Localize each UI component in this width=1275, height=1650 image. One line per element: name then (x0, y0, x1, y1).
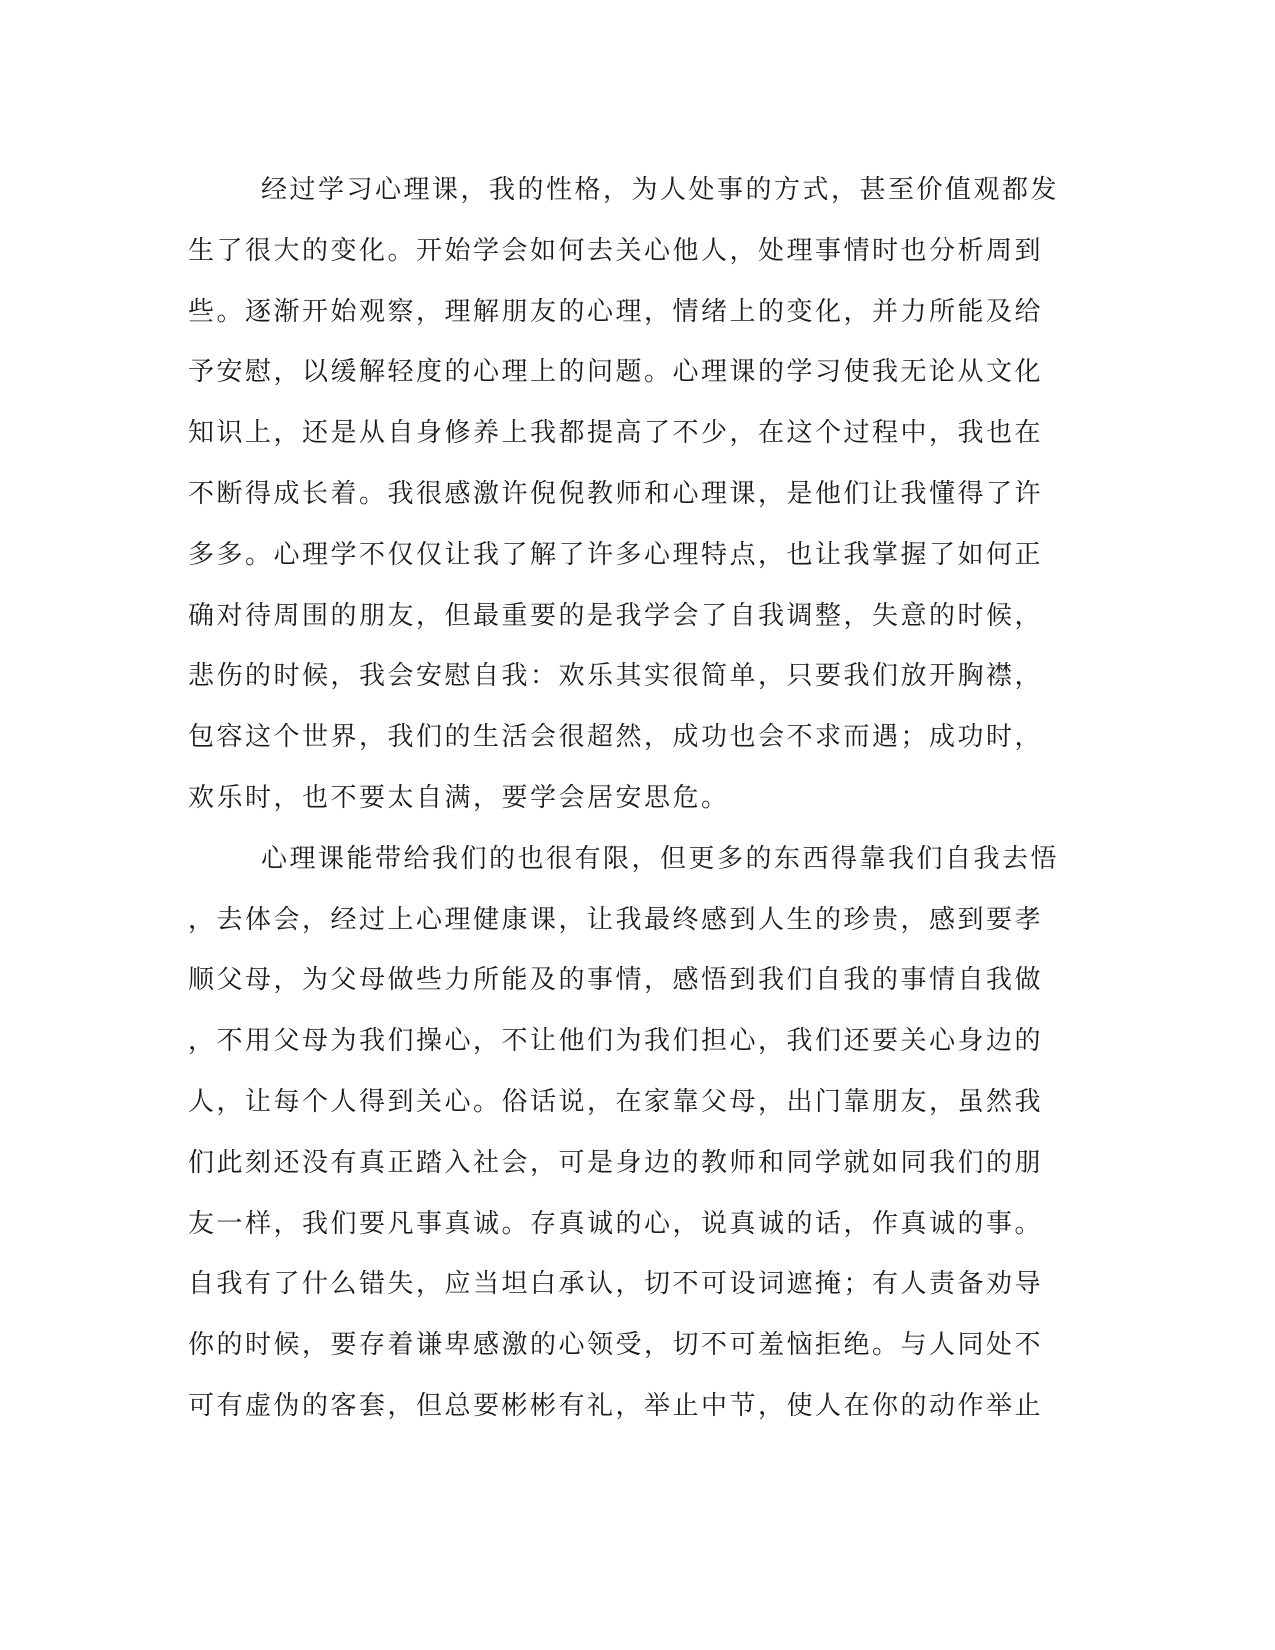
paragraph-1-line-6: 不断得成长着。我很感激许倪倪教师和心理课，是他们让我懂得了许 (188, 478, 1044, 509)
paragraph-2-line-3: 顺父母，为父母做些力所能及的事情，感悟到我们自我的事情自我做 (188, 965, 1044, 996)
paragraph-2-line-5: 人，让每个人得到关心。俗话说，在家靠父母，出门靠朋友，虽然我 (188, 1086, 1044, 1117)
paragraph-2-line-6: 们此刻还没有真正踏入社会，可是身边的教师和同学就如同我们的朋 (188, 1147, 1044, 1178)
paragraph-1-line-1: 经过学习心理课，我的性格，为人处事的方式，甚至价值观都发 (261, 175, 1060, 205)
paragraph-1-line-4: 予安慰，以缓解轻度的心理上的问题。心理课的学习使我无论从文化 (188, 357, 1044, 388)
paragraph-2-line-10: 可有虚伪的客套，但总要彬彬有礼，举止中节，使人在你的动作举止 (188, 1390, 1044, 1421)
paragraph-2-line-7: 友一样，我们要凡事真诚。存真诚的心，说真诚的话，作真诚的事。 (188, 1208, 1044, 1239)
paragraph-2-line-9: 你的时候，要存着谦卑感激的心领受，切不可羞恼拒绝。与人同处不 (188, 1330, 1044, 1361)
paragraph-1-line-2: 生了很大的变化。开始学会如何去关心他人，处理事情时也分析周到 (188, 235, 1044, 266)
paragraph-1-line-8: 确对待周围的朋友，但最重要的是我学会了自我调整，失意的时候， (188, 600, 1044, 631)
paragraph-2-line-2: ，去体会，经过上心理健康课，让我最终感到人生的珍贵，感到要孝 (188, 904, 1044, 935)
paragraph-1-line-11: 欢乐时，也不要太自满，要学会居安思危。 (188, 782, 730, 813)
paragraph-1-line-9: 悲伤的时候，我会安慰自我：欢乐其实很简单，只要我们放开胸襟， (188, 661, 1044, 692)
paragraph-1-line-10: 包容这个世界，我们的生活会很超然，成功也会不求而遇；成功时， (188, 722, 1044, 753)
paragraph-2-line-4: ，不用父母为我们操心，不让他们为我们担心，我们还要关心身边的 (188, 1026, 1044, 1057)
paragraph-1-line-3: 些。逐渐开始观察，理解朋友的心理，情绪上的变化，并力所能及给 (188, 296, 1044, 327)
document-body (188, 160, 1068, 1437)
paragraph-2-line-1: 心理课能带给我们的也很有限，但更多的东西得靠我们自我去悟 (261, 843, 1060, 874)
paragraph-1-line-7: 多多。心理学不仅仅让我了解了许多心理特点，也让我掌握了如何正 (188, 539, 1044, 570)
paragraph-1-line-5: 知识上，还是从自身修养上我都提高了不少，在这个过程中，我也在 (188, 418, 1044, 449)
paragraph-2-line-8: 自我有了什么错失，应当坦白承认，切不可设词遮掩；有人责备劝导 (188, 1269, 1044, 1300)
